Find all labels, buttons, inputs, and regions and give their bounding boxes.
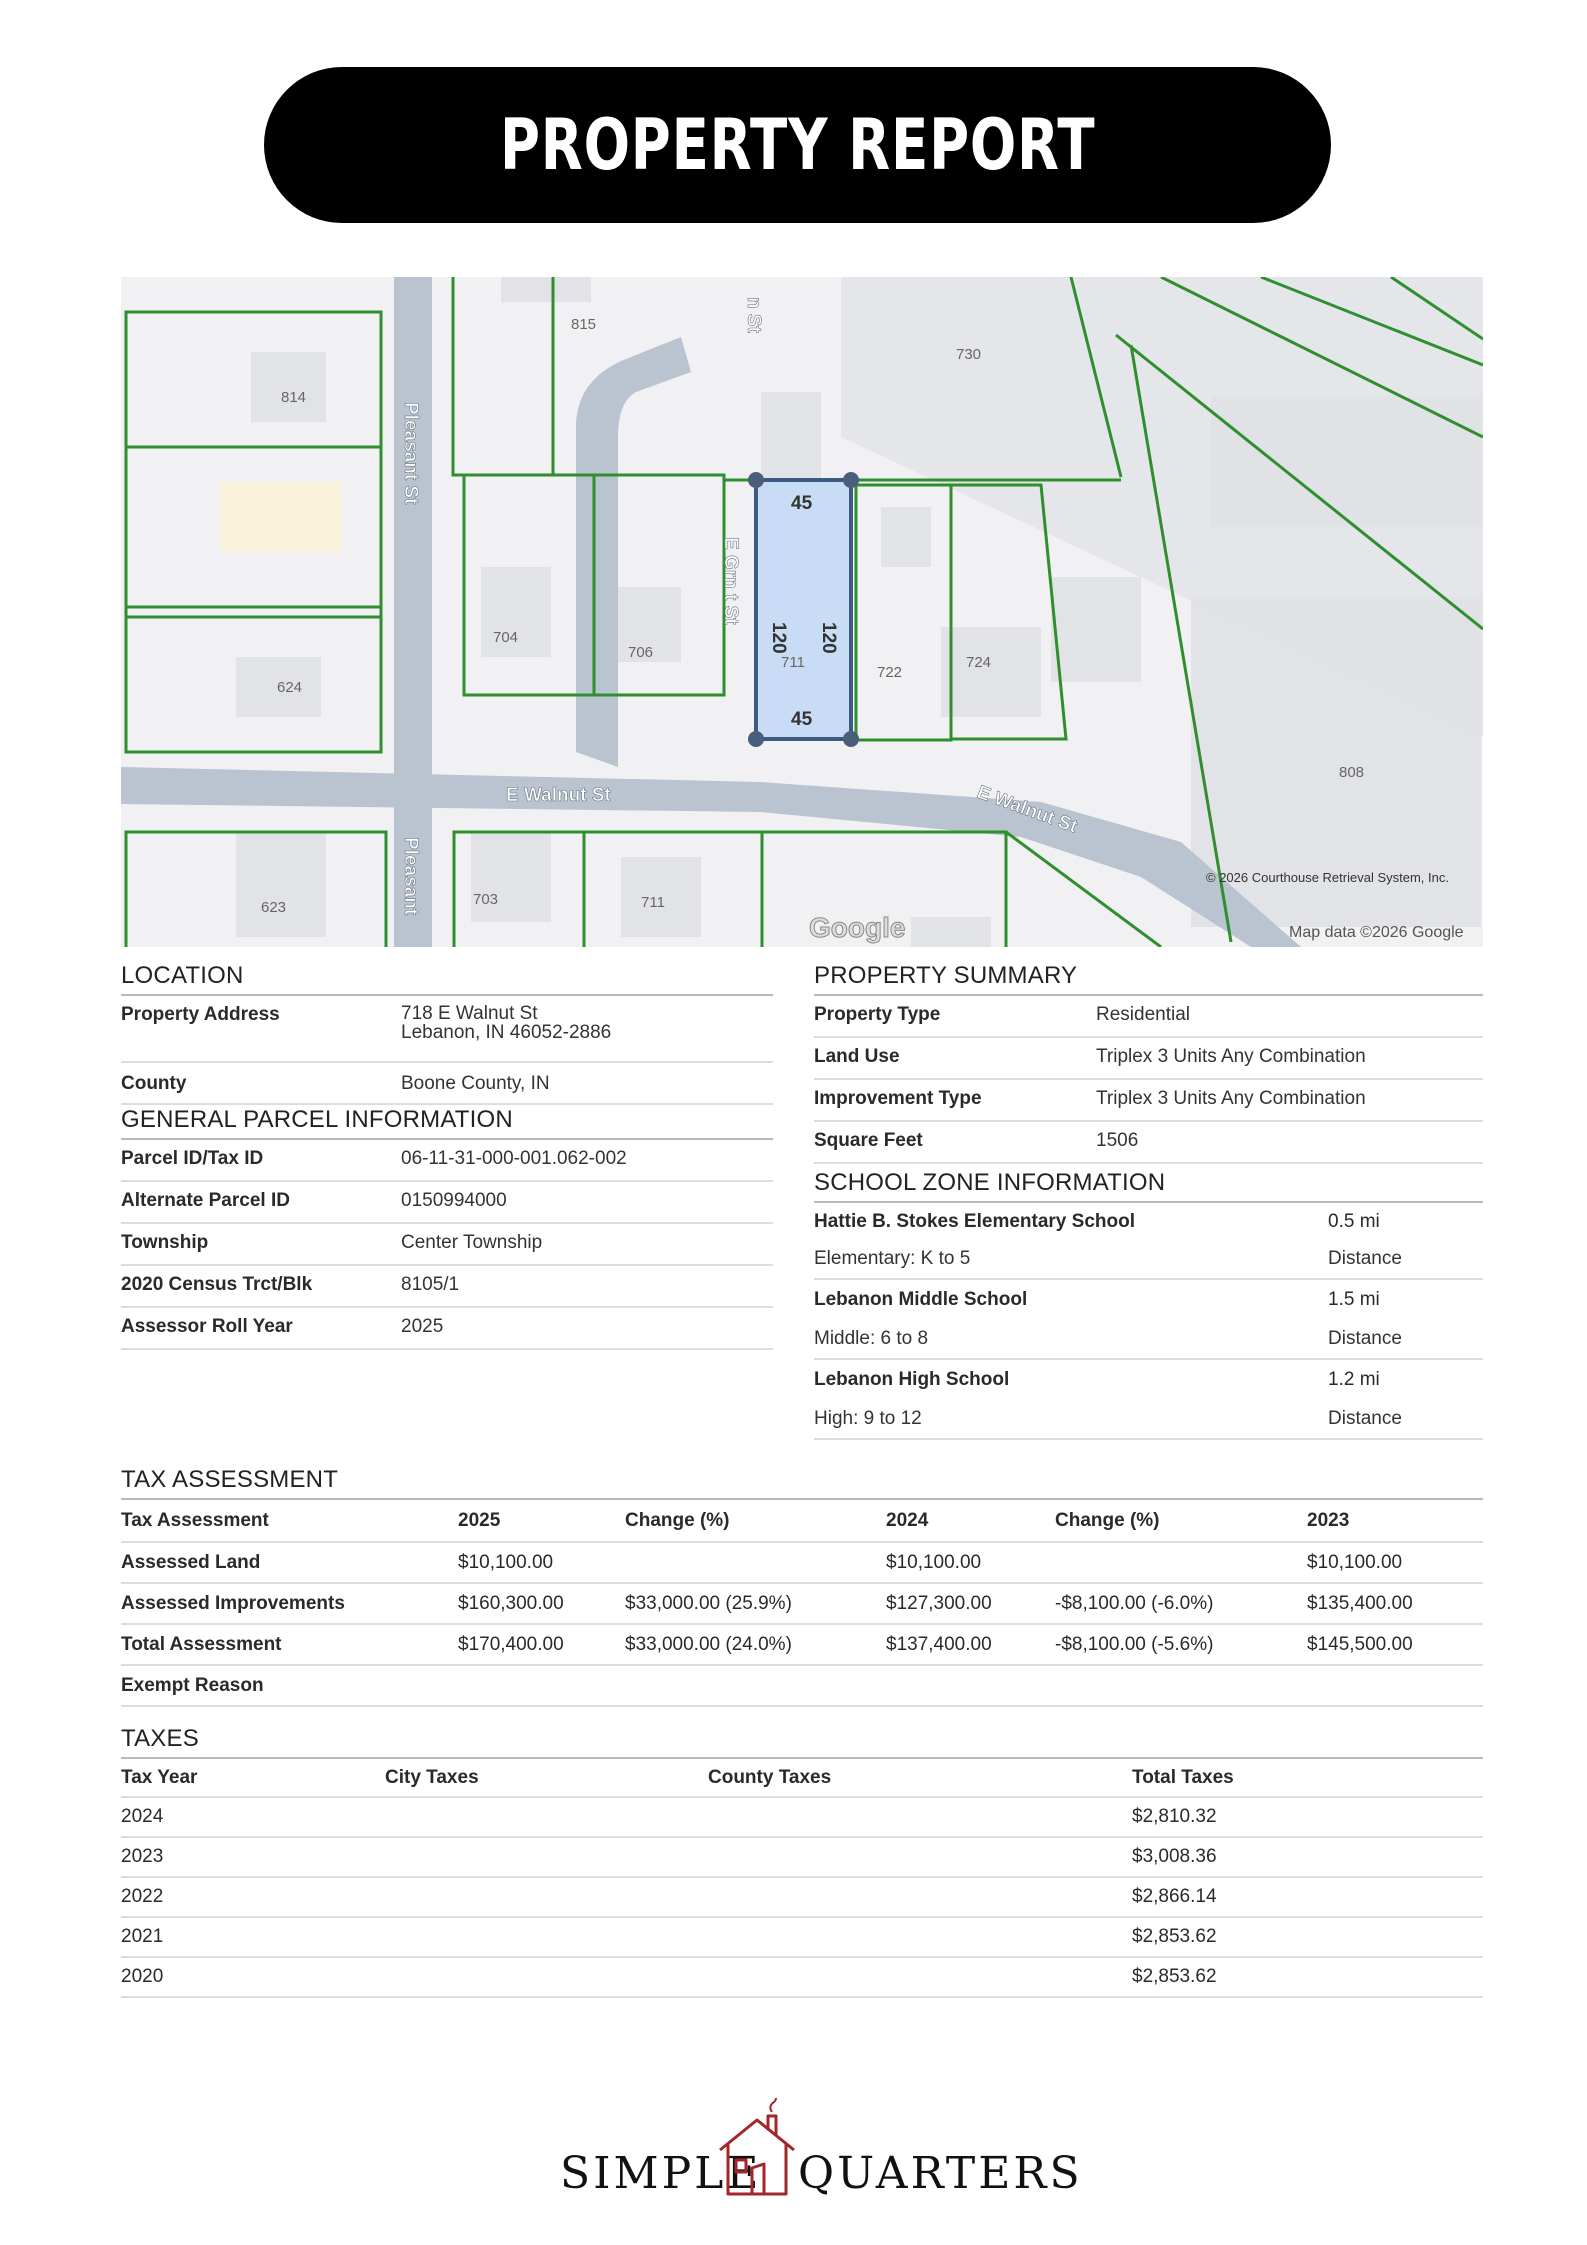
lot-number: 722 [877,664,903,681]
lot-number: 704 [493,629,519,646]
table-cell [708,1797,1132,1837]
location-section [121,962,773,1105]
column-header: Change (%) [1055,1500,1307,1542]
school-distance: 0.5 mi [1328,1210,1380,1232]
column-header: Total Taxes [1132,1759,1483,1797]
county-value: Boone County, IN [401,1073,550,1094]
parcel-label: Township [121,1232,209,1253]
parcel-map[interactable] [121,277,1483,947]
column-header: County Taxes [708,1759,1132,1797]
summary-label: Improvement Type [814,1088,982,1109]
table-cell: $2,810.32 [1132,1797,1483,1837]
table-cell: 2024 [121,1797,385,1837]
lot-number: 623 [261,899,287,916]
lot-number: 724 [966,654,992,671]
summary-value: Triplex 3 Units Any Combination [1096,1046,1366,1067]
parcel-value: 8105/1 [401,1274,460,1295]
table-cell: Exempt Reason [121,1665,458,1706]
table-cell: Assessed Improvements [121,1583,458,1624]
table-cell [1307,1665,1483,1706]
summary-title: PROPERTY SUMMARY [814,962,1483,996]
school-distance-label: Distance [1328,1408,1402,1429]
lot-number: 815 [571,316,597,333]
dimension-left: 120 [768,622,789,654]
lot-number: 624 [277,679,303,696]
parcel-row [121,1224,773,1266]
table-header-row [121,1759,1483,1797]
lot-number: 706 [628,644,654,661]
table-row [121,1665,1483,1706]
school-title: SCHOOL ZONE INFORMATION [814,1169,1483,1203]
taxes-title: TAXES [121,1725,1483,1759]
summary-row [814,1122,1483,1164]
address-line-1: 718 E Walnut St [401,1003,538,1024]
table-cell: $170,400.00 [458,1624,625,1665]
table-cell: -$8,100.00 (-5.6%) [1055,1624,1307,1665]
table-cell [708,1917,1132,1957]
table-cell [708,1837,1132,1877]
taxes-table [121,1759,1483,1998]
map-data-credit: Map data ©2026 Google [1289,924,1464,941]
table-cell [1055,1665,1307,1706]
table-row [121,1797,1483,1837]
report-header-banner [264,67,1331,223]
summary-value: 1506 [1096,1130,1139,1151]
table-cell: $2,866.14 [1132,1877,1483,1917]
dimension-bottom: 45 [791,709,813,730]
table-cell [458,1665,625,1706]
column-header: Change (%) [625,1500,886,1542]
location-title: LOCATION [121,962,773,996]
lot-number: 703 [473,891,499,908]
school-section [814,1169,1483,1440]
table-cell: 2020 [121,1957,385,1997]
street-label: n St [743,297,764,333]
table-cell: $10,100.00 [458,1542,625,1583]
dimension-right: 120 [818,622,839,654]
lot-number: 808 [1339,764,1365,781]
table-cell [1055,1542,1307,1583]
street-label: Pleasant St [400,402,421,505]
summary-row [814,1080,1483,1122]
table-cell: $2,853.62 [1132,1957,1483,1997]
school-name: Hattie B. Stokes Elementary School [814,1210,1135,1232]
lot-number: 730 [956,346,982,363]
school-item [814,1203,1483,1280]
table-cell [385,1957,708,1997]
house-icon [712,2098,802,2206]
school-distance: 1.2 mi [1328,1369,1380,1390]
table-cell: $3,008.36 [1132,1837,1483,1877]
logo-text-right: QUARTERS [798,2148,1083,2199]
street-label: E Walnut St [506,785,611,806]
parcel-label: Assessor Roll Year [121,1316,293,1337]
school-distance: 1.5 mi [1328,1289,1380,1310]
column-header: City Taxes [385,1759,708,1797]
column-header: 2025 [458,1500,625,1542]
report-title: PROPERTY REPORT [499,104,1096,186]
table-cell: $137,400.00 [886,1624,1055,1665]
parcel-value: 0150994000 [401,1190,507,1211]
google-logo: Google [809,912,906,943]
dimension-top: 45 [791,493,813,514]
table-cell: -$8,100.00 (-6.0%) [1055,1583,1307,1624]
summary-row [814,996,1483,1038]
summary-value: Residential [1096,1004,1190,1025]
table-cell [385,1797,708,1837]
parcel-label: Parcel ID/Tax ID [121,1148,264,1169]
summary-row [814,1038,1483,1080]
table-cell: $33,000.00 (25.9%) [625,1583,886,1624]
parcel-label: 2020 Census Trct/Blk [121,1274,313,1295]
school-grades: High: 9 to 12 [814,1408,922,1429]
table-cell: $127,300.00 [886,1583,1055,1624]
logo-text-left: SIMPLE [560,2148,762,2199]
table-cell: 2022 [121,1877,385,1917]
school-distance-label: Distance [1328,1248,1402,1269]
table-cell [886,1665,1055,1706]
parcel-label: Alternate Parcel ID [121,1190,290,1211]
table-row [121,1583,1483,1624]
address-line-2: Lebanon, IN 46052-2886 [401,1022,612,1043]
column-header: 2024 [886,1500,1055,1542]
school-name: Lebanon High School [814,1369,1010,1390]
table-cell [708,1877,1132,1917]
taxes-section [121,1725,1483,1998]
table-cell: Total Assessment [121,1624,458,1665]
school-item [814,1360,1483,1440]
parcel-value: Center Township [401,1232,543,1253]
tax-assessment-title: TAX ASSESSMENT [121,1466,1483,1500]
table-row [121,1877,1483,1917]
summary-label: Land Use [814,1046,900,1067]
property-address-value [401,1004,611,1042]
table-cell: $2,853.62 [1132,1917,1483,1957]
parcel-map-svg [121,277,1483,947]
column-header: Tax Year [121,1759,385,1797]
school-grades: Elementary: K to 5 [814,1248,971,1269]
parcel-row [121,1308,773,1350]
lot-number: 814 [281,389,307,406]
table-cell: $135,400.00 [1307,1583,1483,1624]
tax-assessment-table [121,1500,1483,1707]
street-label: E Grn t St [720,537,741,625]
table-cell: $33,000.00 (24.0%) [625,1624,886,1665]
school-distance-label: Distance [1328,1328,1402,1349]
map-copyright: © 2026 Courthouse Retrieval System, Inc. [1206,870,1449,885]
lot-number: 711 [641,894,665,911]
table-cell [708,1957,1132,1997]
column-header: 2023 [1307,1500,1483,1542]
school-item [814,1280,1483,1360]
table-row [121,1837,1483,1877]
location-row [121,1063,773,1105]
parcel-section [121,1106,773,1350]
summary-label: Square Feet [814,1130,923,1151]
table-cell: $160,300.00 [458,1583,625,1624]
table-cell: Assessed Land [121,1542,458,1583]
parcel-row [121,1182,773,1224]
school-name: Lebanon Middle School [814,1289,1028,1310]
table-row [121,1624,1483,1665]
table-cell [385,1917,708,1957]
parcel-row [121,1266,773,1308]
school-grades: Middle: 6 to 8 [814,1328,929,1349]
table-cell: 2021 [121,1917,385,1957]
simple-quarters-logo [560,2098,1083,2208]
parcel-title: GENERAL PARCEL INFORMATION [121,1106,773,1140]
parcel-row [121,1140,773,1182]
table-cell: $10,100.00 [1307,1542,1483,1583]
table-row [121,1917,1483,1957]
street-label: E Walnut St [974,781,1080,838]
parcel-value: 2025 [401,1316,444,1337]
summary-section [814,962,1483,1164]
property-address-label: Property Address [121,1004,280,1025]
county-label: County [121,1073,187,1094]
column-header: Tax Assessment [121,1500,458,1542]
summary-label: Property Type [814,1004,941,1025]
summary-value: Triplex 3 Units Any Combination [1096,1088,1366,1109]
location-row [121,996,773,1063]
parcel-value: 06-11-31-000-001.062-002 [401,1148,627,1169]
table-cell: $10,100.00 [886,1542,1055,1583]
table-cell: 2023 [121,1837,385,1877]
tax-assessment-section [121,1466,1483,1707]
table-cell: $145,500.00 [1307,1624,1483,1665]
street-label: Pleasant [400,837,421,916]
lot-number: 711 [781,654,805,671]
table-cell [385,1877,708,1917]
table-cell [385,1837,708,1877]
table-row [121,1957,1483,1997]
table-cell [625,1542,886,1583]
table-header-row [121,1500,1483,1542]
table-row [121,1542,1483,1583]
table-cell [625,1665,886,1706]
